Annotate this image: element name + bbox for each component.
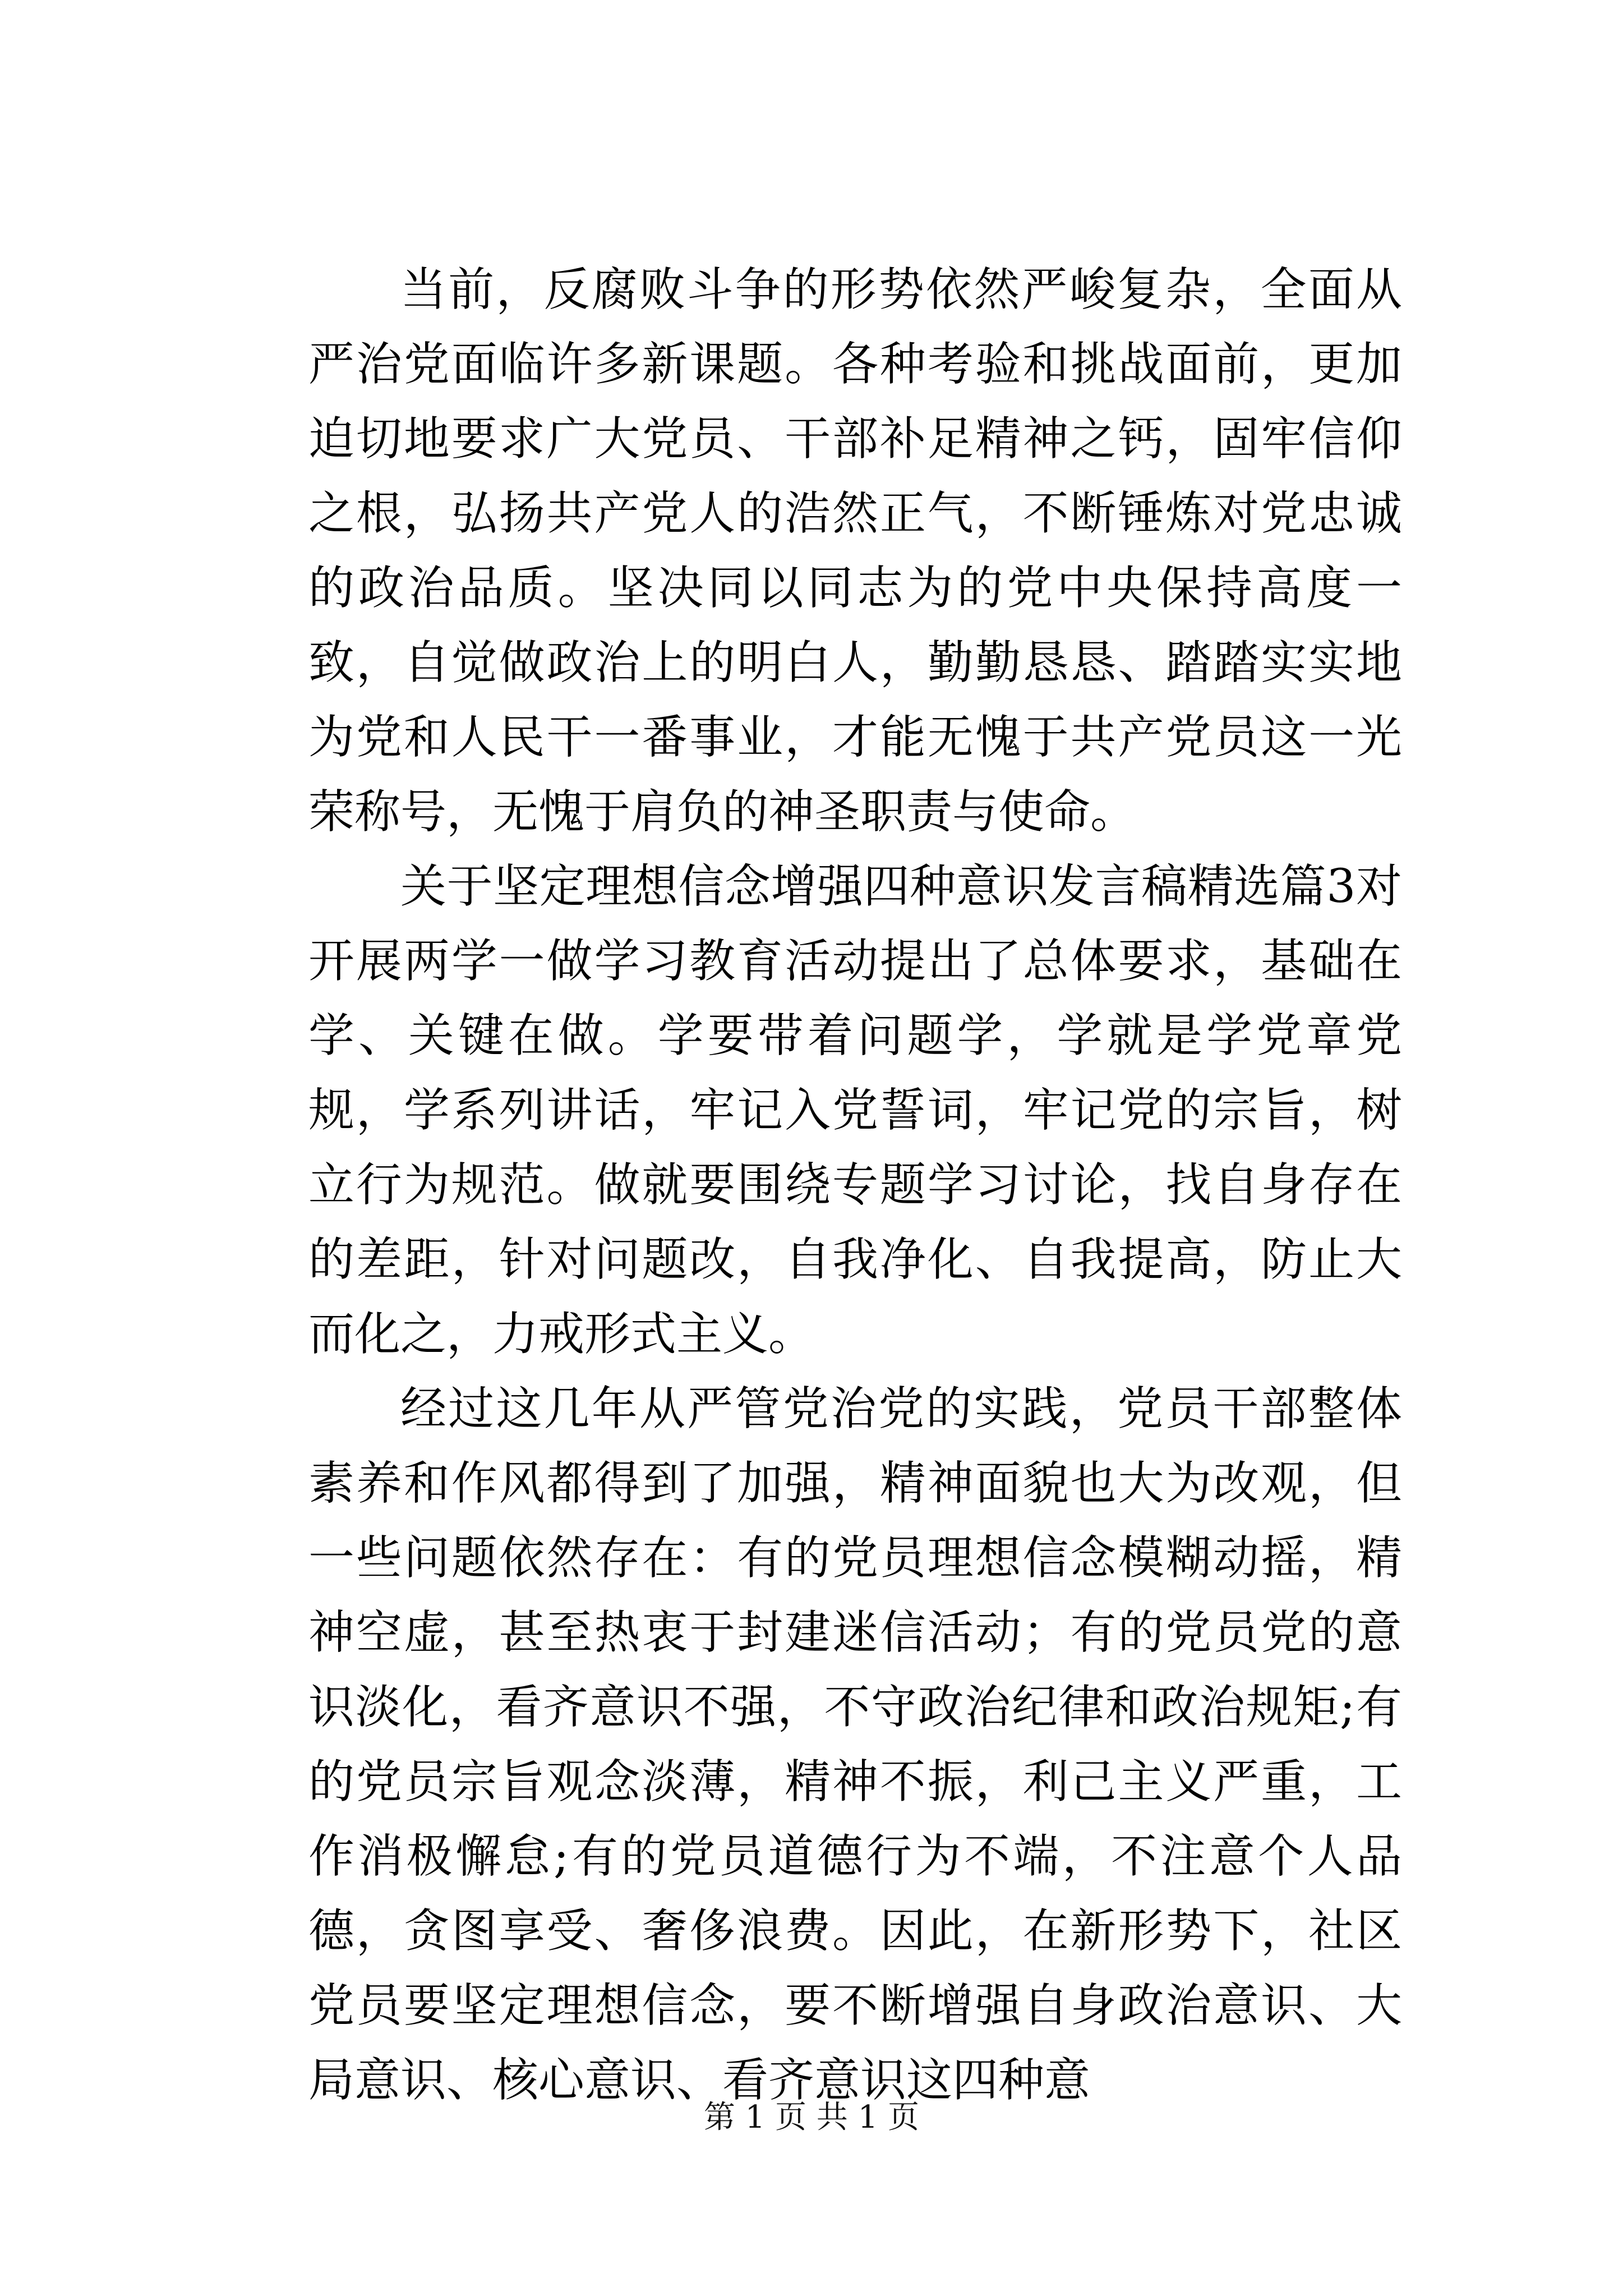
paragraph: 当前，反腐败斗争的形势依然严峻复杂，全面从严治党面临许多新课题。各种考验和挑战面前，更加迫切地要求广大党员、干部补足精神之钙，固牢信仰之根，弘扬共产党人的浩然正气，不断锤炼对党忠诚的政治品质。坚决同以同志为的党中央保持高度一致，自觉做政治上的明白人，勤勤恳恳、踏踏实实地为党和人民干一番事业，才能无愧于共产党员这一光荣称号，无愧于肩负的神圣职责与使命。 [308, 263, 1402, 839]
document-body [308, 252, 1402, 2118]
paragraph: 关于坚定理想信念增强四种意识发言稿精选篇3对开展两学一做学习教育活动提出了总体要求，基础在学、关键在做。学要带着问题学，学就是学党章党规，学系列讲话，牢记入党誓词，牢记党的宗旨，树立行为规范。做就要围绕专题学习讨论，找自身存在的差距，针对问题改，自我净化、自我提高，防止大而化之，力戒形式主义。 [308, 860, 1402, 1361]
page-footer: 第 1 页 共 1 页 [703, 2099, 920, 2136]
paragraph: 经过这几年从严管党治党的实践，党员干部整体素养和作风都得到了加强，精神面貌也大为改观，但一些问题依然存在：有的党员理想信念模糊动摇，精神空虚，甚至热衷于封建迷信活动；有的党员党的意识淡化，看齐意识不强，不守政治纪律和政治规矩;有的党员宗旨观念淡薄，精神不振，利己主义严重，工作消极懈怠;有的党员道德行为不端，不注意个人品德，贪图享受、奢侈浪费。因此，在新形势下，社区党员要坚定理想信念，要不断增强自身政治意识、大局意识、核心意识、看齐意识这四种意 [308, 1382, 1402, 2107]
